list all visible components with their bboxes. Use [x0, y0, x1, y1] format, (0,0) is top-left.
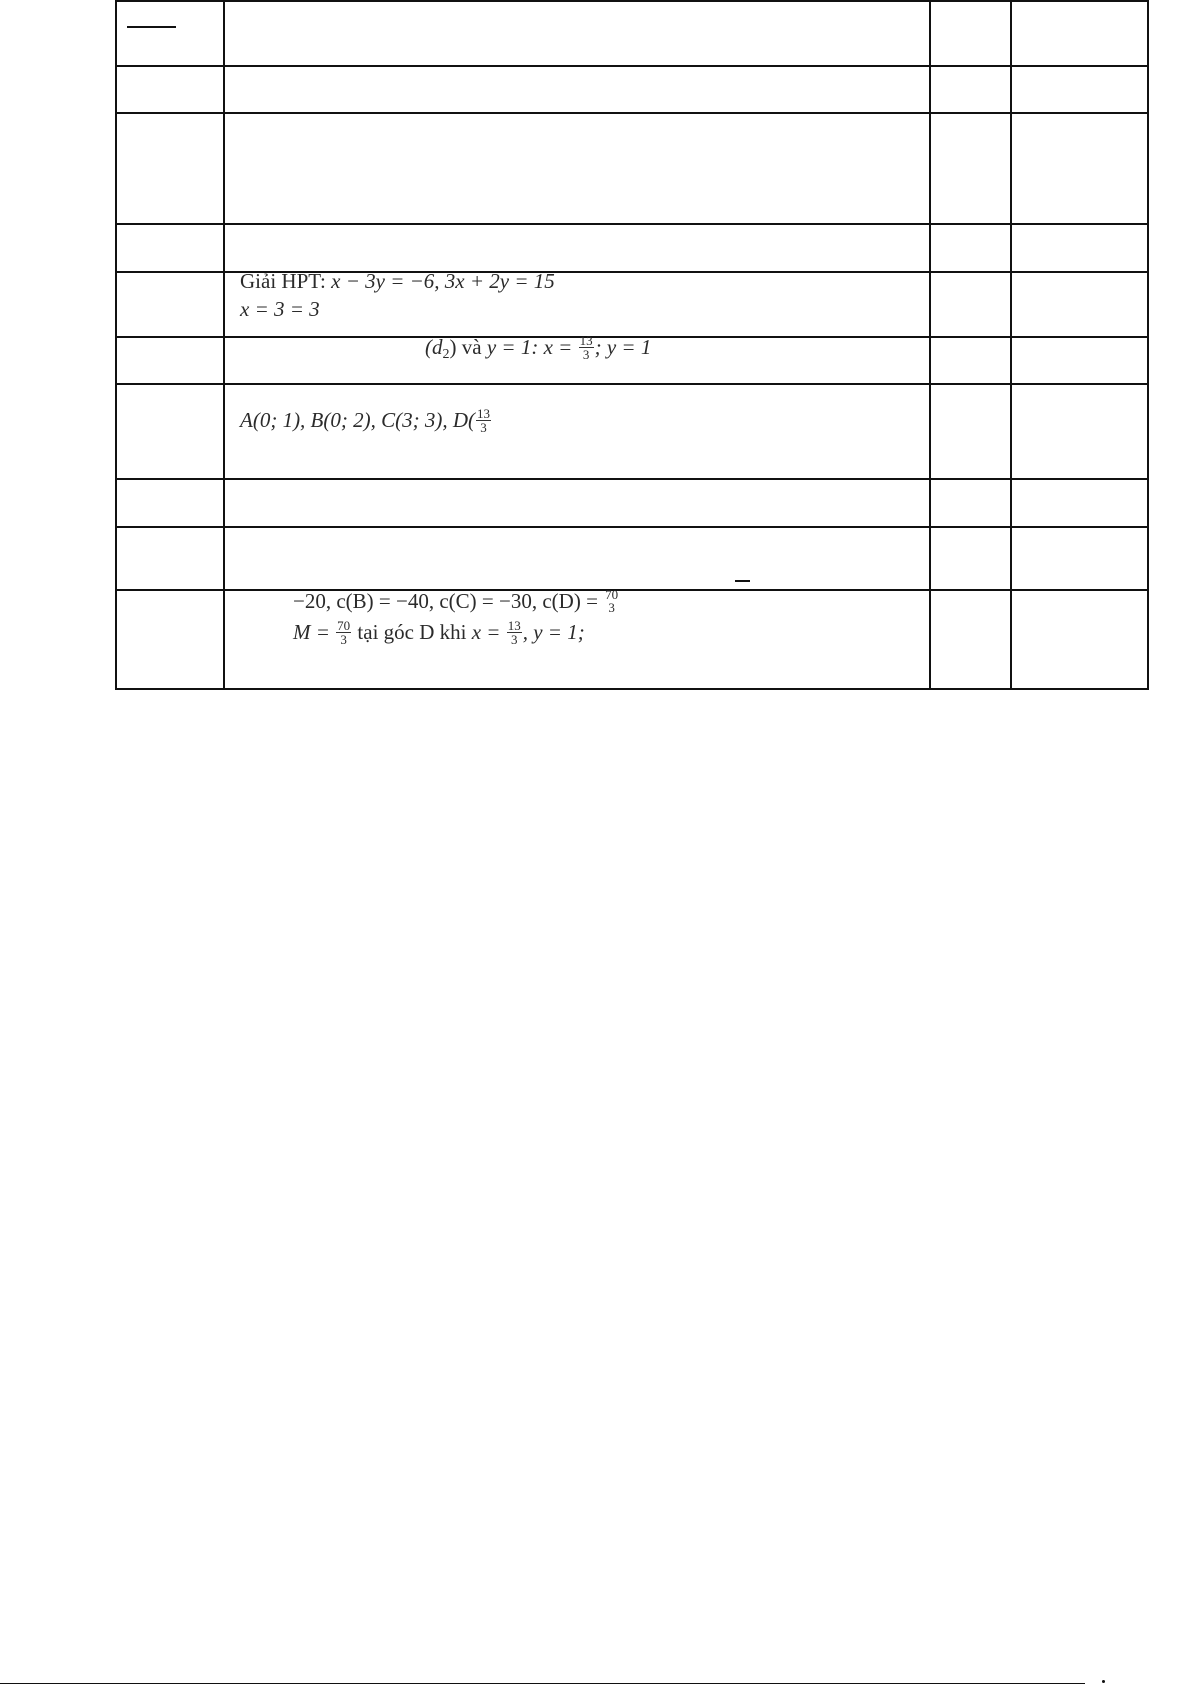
table-col-rule [223, 0, 225, 690]
row7-points: A(0; 1), B(0; 2), C(3; 3), D( [240, 408, 476, 432]
row6-fraction [579, 334, 594, 361]
table-rule [115, 112, 1149, 114]
row10-frac3 [507, 619, 522, 646]
row10-frac1-den: 3 [608, 600, 615, 616]
table-col-rule [115, 0, 117, 690]
row6-eq1: y = 1: [486, 335, 539, 359]
table-col-rule [1147, 0, 1149, 690]
table-rule-top [115, 0, 1149, 2]
row6-frac-num: 13 [579, 332, 593, 348]
row6-line [425, 333, 651, 369]
answer-table [115, 0, 1149, 690]
row9-overline-mark [735, 580, 750, 582]
row10-m: M = [293, 620, 330, 644]
table-col-rule [929, 0, 931, 690]
row7-fraction [476, 407, 491, 434]
table-rule [115, 223, 1149, 225]
row10-line2 [293, 618, 585, 648]
row10-frac2 [336, 619, 351, 646]
row5-line2 [240, 295, 320, 323]
row10-line1 [293, 587, 620, 616]
row10-frac3-num: 13 [507, 617, 521, 633]
row10-frac2-num: 70 [337, 617, 351, 633]
row5-equations: x − 3y = −6, 3x + 2y = 15 [331, 269, 555, 293]
row10-xeq: x = [471, 620, 501, 644]
row5-solution: x = 3 = 3 [240, 297, 320, 321]
row6-d2: (d [425, 335, 443, 359]
footer-dot [1102, 1680, 1105, 1683]
row6-d2-sub: 2 [442, 347, 450, 362]
row6-d2-close: ) [449, 335, 457, 359]
row7-frac-den: 3 [480, 419, 487, 435]
table-rule [115, 383, 1149, 385]
row6-xeq: x = [543, 335, 573, 359]
footer-rule [0, 1683, 1085, 1684]
row10-frac1 [604, 588, 619, 614]
row6-frac-den: 3 [582, 346, 590, 362]
header-underline-mark [127, 26, 176, 28]
row10-frac3-den: 3 [510, 631, 518, 647]
table-rule-bottom [115, 688, 1149, 690]
row5-prefix: Giải HPT: [240, 269, 326, 293]
row10-costs: −20, c(B) = −40, c(C) = −30, c(D) = [293, 589, 598, 613]
row7-line [240, 406, 492, 436]
table-rule [115, 478, 1149, 480]
row10-frac2-den: 3 [340, 631, 347, 647]
table-rule [115, 526, 1149, 528]
row7-frac-num: 13 [477, 405, 491, 421]
row10-at: tại góc D khi [357, 620, 467, 644]
row10-frac1-num: 70 [605, 587, 619, 603]
table-col-rule [1010, 0, 1012, 690]
row5-line1 [240, 267, 555, 295]
row6-and: và [461, 335, 482, 359]
table-rule [115, 65, 1149, 67]
table-rule [115, 589, 1149, 591]
row10-tail: , y = 1; [522, 620, 585, 644]
row6-tail: ; y = 1 [594, 335, 652, 359]
